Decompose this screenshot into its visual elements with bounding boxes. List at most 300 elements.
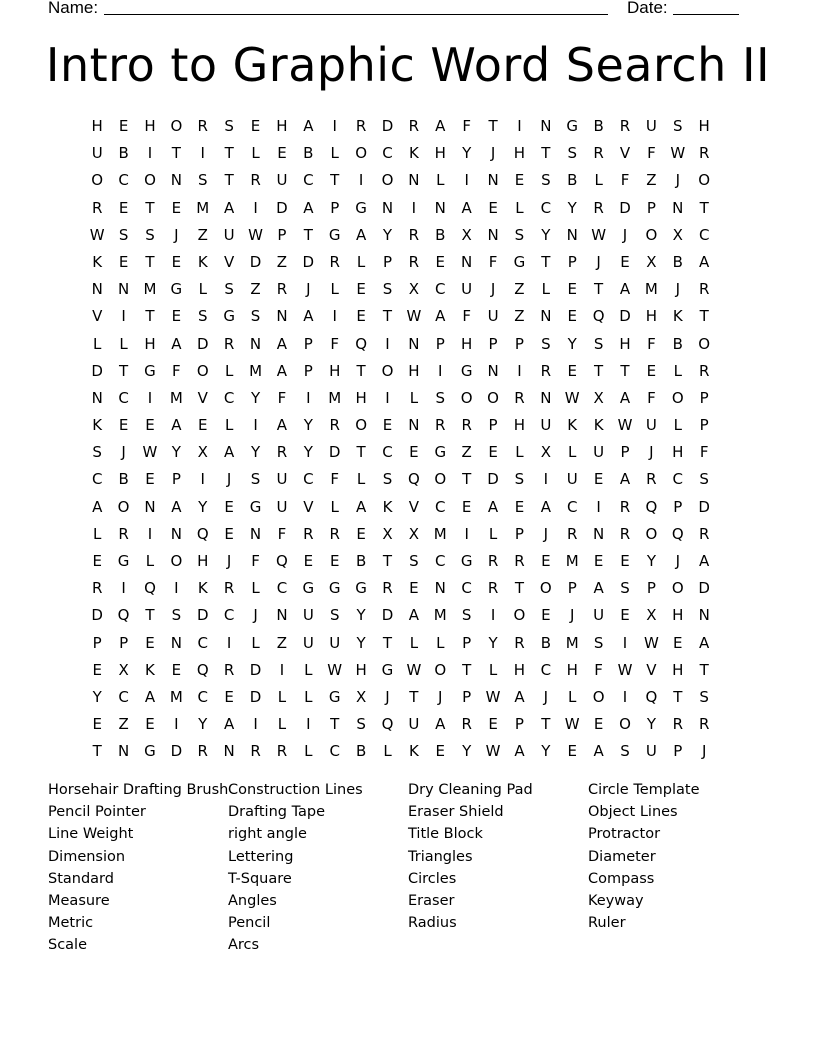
- grid-cell: C: [382, 144, 393, 163]
- grid-cell: E: [277, 144, 287, 163]
- grid-cell: H: [645, 307, 658, 326]
- grid-cell: O: [434, 470, 447, 489]
- grid-cell: F: [462, 117, 471, 135]
- grid-cell: E: [409, 579, 419, 598]
- grid-cell: E: [356, 524, 366, 543]
- grid-cell: O: [117, 497, 130, 516]
- grid-cell: D: [619, 307, 631, 326]
- grid-cell: T: [541, 715, 551, 734]
- grid-cell: R: [408, 225, 420, 244]
- grid-cell: F: [699, 443, 709, 462]
- grid-cell: I: [121, 579, 126, 598]
- grid-cell: X: [593, 388, 604, 407]
- grid-cell: P: [567, 252, 577, 271]
- grid-cell: T: [514, 579, 525, 598]
- grid-cell: E: [646, 361, 657, 380]
- grid-cell: X: [646, 606, 657, 625]
- grid-cell: K: [92, 416, 103, 435]
- grid-cell: Y: [356, 633, 366, 652]
- grid-cell: R: [250, 742, 261, 761]
- grid-cell: M: [565, 552, 579, 570]
- grid-cell: F: [462, 307, 471, 326]
- date-label: Date:: [627, 0, 668, 17]
- grid-cell: B: [567, 171, 578, 190]
- grid-cell: O: [487, 388, 499, 407]
- grid-cell: H: [672, 443, 684, 462]
- grid-cell: I: [622, 687, 628, 706]
- grid-cell: A: [224, 198, 235, 217]
- grid-cell: N: [672, 198, 684, 217]
- grid-cell: A: [699, 633, 710, 652]
- grid-cell: T: [92, 742, 102, 761]
- grid-cell: R: [197, 742, 208, 761]
- grid-cell: H: [144, 334, 156, 353]
- grid-cell: I: [332, 307, 337, 326]
- grid-cell: K: [672, 307, 683, 326]
- grid-cell: R: [540, 361, 552, 380]
- grid-cell: Y: [92, 687, 102, 706]
- grid-cell: J: [490, 280, 496, 299]
- grid-cell: X: [118, 660, 129, 679]
- grid-cell: E: [224, 687, 234, 706]
- grid-cell: J: [543, 524, 549, 543]
- grid-cell: I: [174, 715, 179, 734]
- grid-cell: C: [91, 470, 103, 489]
- grid-cell: I: [306, 715, 311, 734]
- grid-cell: A: [619, 280, 631, 299]
- grid-cell: D: [698, 497, 710, 516]
- grid-cell: O: [671, 579, 684, 598]
- grid-cell: Q: [276, 552, 288, 570]
- grid-cell: E: [92, 660, 102, 679]
- grid-cell: N: [540, 117, 552, 135]
- grid-cell: N: [223, 742, 235, 761]
- grid-cell: E: [514, 497, 525, 516]
- grid-cell: H: [672, 606, 684, 625]
- grid-cell: E: [514, 171, 525, 190]
- grid-cell: G: [460, 552, 473, 570]
- grid-cell: L: [277, 715, 287, 734]
- grid-cell: V: [408, 497, 420, 516]
- grid-cell: A: [540, 497, 551, 516]
- grid-cell: X: [408, 280, 420, 299]
- grid-cell: O: [355, 144, 367, 163]
- grid-cell: R: [514, 388, 525, 407]
- grid-cell: C: [118, 388, 129, 407]
- grid-cell: R: [698, 715, 710, 734]
- grid-cell: C: [382, 443, 393, 462]
- grid-cell: Y: [303, 443, 313, 462]
- grid-cell: J: [226, 552, 232, 570]
- name-label: Name:: [48, 0, 99, 17]
- grid-cell: W: [327, 660, 343, 679]
- grid-cell: F: [330, 470, 340, 489]
- grid-cell: D: [698, 579, 710, 598]
- grid-cell: E: [435, 742, 446, 761]
- grid-cell: X: [672, 225, 683, 244]
- grid-cell: N: [487, 361, 499, 380]
- grid-cell: I: [517, 361, 522, 380]
- grid-cell: A: [593, 579, 604, 598]
- grid-cell: N: [170, 633, 182, 652]
- grid-cell: B: [540, 633, 551, 652]
- grid-cell: X: [197, 443, 208, 462]
- grid-cell: R: [514, 552, 525, 570]
- grid-cell: A: [699, 252, 710, 271]
- grid-cell: R: [276, 443, 288, 462]
- grid-cell: R: [487, 552, 499, 570]
- grid-cell: Y: [646, 715, 656, 734]
- grid-cell: L: [673, 361, 682, 380]
- grid-cell: Q: [196, 660, 209, 679]
- grid-cell: O: [671, 388, 684, 407]
- grid-cell: J: [649, 443, 654, 462]
- grid-cell: R: [355, 117, 367, 135]
- grid-cell: A: [619, 470, 631, 489]
- word-list-item: Circle Template: [588, 782, 700, 798]
- grid-cell: R: [118, 524, 129, 543]
- grid-cell: S: [224, 280, 234, 299]
- grid-cell: C: [276, 579, 288, 598]
- grid-cell: T: [224, 144, 234, 163]
- grid-cell: E: [171, 252, 182, 271]
- grid-cell: Q: [645, 497, 658, 516]
- grid-cell: T: [382, 307, 393, 326]
- word-column: [228, 779, 408, 957]
- grid-cell: R: [619, 117, 631, 135]
- grid-cell: V: [646, 660, 657, 679]
- grid-cell: N: [408, 416, 420, 435]
- grid-cell: C: [223, 606, 235, 625]
- grid-cell: S: [171, 606, 182, 625]
- grid-cell: G: [434, 443, 447, 462]
- grid-cell: J: [438, 687, 443, 706]
- grid-cell: N: [566, 225, 578, 244]
- grid-cell: Z: [250, 280, 261, 299]
- grid-cell: G: [460, 361, 473, 380]
- grid-cell: L: [93, 334, 102, 353]
- grid-cell: E: [329, 552, 340, 570]
- word-list-item: right angle: [228, 826, 307, 843]
- grid-cell: I: [411, 198, 417, 217]
- grid-cell: E: [382, 416, 393, 435]
- grid-cell: I: [385, 388, 390, 407]
- grid-cell: M: [196, 198, 210, 217]
- grid-cell: S: [699, 687, 709, 706]
- grid-cell: E: [567, 280, 577, 299]
- word-list-item: Eraser: [408, 893, 455, 910]
- grid-cell: P: [303, 361, 313, 380]
- grid-cell: E: [303, 552, 314, 570]
- grid-cell: U: [276, 470, 288, 489]
- grid-cell: I: [121, 307, 126, 326]
- grid-cell: D: [196, 334, 209, 353]
- grid-cell: N: [461, 252, 473, 271]
- grid-cell: L: [330, 280, 339, 299]
- grid-cell: E: [620, 552, 630, 570]
- grid-cell: H: [329, 361, 341, 380]
- grid-cell: R: [619, 497, 631, 516]
- grid-cell: O: [144, 171, 156, 190]
- grid-cell: W: [89, 225, 105, 244]
- grid-cell: I: [464, 524, 469, 543]
- grid-cell: G: [223, 307, 235, 326]
- grid-cell: W: [485, 687, 501, 706]
- grid-cell: U: [593, 606, 605, 625]
- grid-cell: Q: [671, 524, 684, 543]
- grid-cell: G: [328, 579, 341, 598]
- grid-cell: B: [118, 470, 129, 489]
- grid-cell: Q: [117, 606, 130, 625]
- grid-cell: A: [355, 225, 367, 244]
- grid-cell: R: [382, 579, 393, 598]
- grid-cell: E: [92, 552, 102, 570]
- grid-cell: O: [513, 606, 526, 625]
- grid-cell: S: [620, 742, 630, 761]
- grid-cell: P: [303, 334, 313, 353]
- grid-cell: R: [461, 416, 472, 435]
- grid-cell: U: [566, 470, 578, 489]
- grid-cell: J: [121, 443, 126, 462]
- grid-cell: U: [540, 416, 552, 435]
- grid-cell: P: [330, 198, 340, 217]
- word-list-item: Circles: [408, 870, 457, 887]
- grid-cell: E: [488, 198, 498, 217]
- grid-cell: Q: [407, 470, 420, 489]
- grid-cell: N: [144, 497, 156, 516]
- grid-cell: Y: [382, 225, 393, 244]
- grid-cell: W: [564, 715, 580, 734]
- grid-cell: S: [593, 633, 604, 652]
- grid-cell: R: [619, 524, 631, 543]
- grid-cell: T: [356, 361, 366, 380]
- grid-cell: T: [620, 361, 630, 380]
- grid-cell: O: [645, 225, 658, 244]
- grid-cell: S: [382, 280, 393, 299]
- grid-cell: G: [566, 117, 579, 135]
- grid-cell: Y: [171, 443, 181, 462]
- grid-cell: E: [620, 606, 630, 625]
- grid-cell: Q: [645, 687, 658, 706]
- grid-cell: M: [169, 687, 183, 706]
- word-list-item: Pencil Pointer: [48, 804, 146, 821]
- grid-cell: O: [434, 660, 447, 679]
- grid-cell: R: [461, 715, 472, 734]
- grid-cell: E: [118, 416, 129, 435]
- grid-cell: E: [488, 715, 498, 734]
- grid-cell: A: [461, 198, 472, 217]
- grid-cell: F: [277, 524, 287, 543]
- word-list-item: Drafting Tape: [228, 804, 326, 821]
- grid-cell: S: [541, 171, 551, 190]
- grid-cell: K: [567, 416, 578, 435]
- grid-cell: I: [543, 470, 549, 489]
- grid-cell: S: [356, 715, 366, 734]
- grid-cell: E: [567, 307, 577, 326]
- grid-cell: U: [645, 416, 657, 435]
- grid-cell: U: [408, 715, 420, 734]
- grid-cell: T: [330, 171, 340, 190]
- grid-cell: H: [434, 144, 446, 163]
- grid-cell: J: [675, 171, 680, 190]
- grid-cell: B: [118, 144, 129, 163]
- grid-cell: Z: [514, 280, 525, 299]
- grid-cell: N: [487, 225, 499, 244]
- grid-cell: Y: [462, 144, 472, 163]
- grid-cell: D: [381, 606, 394, 625]
- grid-cell: P: [673, 742, 683, 761]
- grid-cell: G: [170, 280, 183, 299]
- grid-cell: Q: [592, 307, 605, 326]
- grid-cell: Y: [303, 416, 313, 435]
- grid-cell: T: [145, 307, 155, 326]
- letter-grid: [84, 113, 717, 766]
- grid-cell: K: [408, 144, 419, 163]
- grid-cell: R: [514, 633, 525, 652]
- grid-cell: A: [92, 497, 103, 516]
- grid-cell: N: [276, 606, 288, 625]
- grid-cell: G: [249, 497, 262, 516]
- grid-cell: E: [356, 280, 366, 299]
- grid-cell: Y: [541, 742, 551, 761]
- grid-cell: R: [567, 524, 578, 543]
- grid-cell: Q: [144, 579, 156, 598]
- grid-cell: J: [306, 280, 311, 299]
- grid-cell: V: [619, 144, 631, 163]
- grid-cell: G: [381, 660, 394, 679]
- grid-cell: F: [277, 388, 287, 407]
- grid-cell: M: [433, 524, 447, 543]
- grid-cell: Y: [488, 633, 498, 652]
- grid-cell: K: [408, 742, 419, 761]
- grid-cell: G: [144, 742, 156, 761]
- grid-cell: R: [593, 144, 604, 163]
- grid-cell: Y: [356, 606, 366, 625]
- word-list-item: Dry Cleaning Pad: [408, 782, 533, 798]
- grid-cell: C: [303, 171, 314, 190]
- grid-cell: L: [594, 171, 603, 190]
- grid-cell: R: [435, 416, 446, 435]
- name-line: [104, 14, 608, 15]
- grid-cell: Y: [567, 198, 577, 217]
- word-list-item: Dimension: [48, 848, 126, 865]
- grid-cell: H: [566, 660, 578, 679]
- grid-cell: R: [698, 280, 710, 299]
- grid-cell: D: [328, 443, 341, 462]
- grid-cell: P: [673, 497, 683, 516]
- word-list-item: Standard: [48, 870, 114, 887]
- grid-cell: N: [170, 524, 182, 543]
- grid-cell: T: [171, 144, 181, 163]
- grid-cell: Z: [514, 307, 525, 326]
- grid-cell: N: [117, 280, 130, 299]
- grid-cell: L: [304, 742, 313, 761]
- grid-cell: I: [200, 144, 205, 163]
- grid-cell: B: [672, 252, 683, 271]
- grid-cell: I: [438, 361, 443, 380]
- grid-cell: V: [197, 388, 208, 407]
- grid-cell: F: [647, 334, 656, 353]
- grid-cell: G: [328, 687, 341, 706]
- grid-cell: S: [514, 225, 525, 244]
- grid-cell: R: [646, 470, 657, 489]
- word-list-item: T-Square: [228, 870, 292, 887]
- grid-cell: B: [355, 552, 367, 570]
- grid-cell: N: [408, 334, 420, 353]
- word-list-item: Arcs: [228, 937, 260, 954]
- grid-cell: W: [670, 144, 686, 163]
- grid-cell: K: [382, 497, 393, 516]
- grid-cell: X: [408, 524, 420, 543]
- grid-cell: S: [92, 443, 102, 462]
- grid-cell: E: [171, 198, 182, 217]
- grid-cell: T: [699, 307, 709, 326]
- grid-cell: E: [145, 633, 155, 652]
- grid-cell: F: [647, 388, 656, 407]
- grid-cell: C: [566, 497, 578, 516]
- grid-cell: Z: [276, 633, 288, 652]
- grid-cell: X: [382, 524, 393, 543]
- grid-cell: S: [514, 470, 525, 489]
- word-list-item: Eraser Shield: [408, 804, 504, 821]
- grid-cell: H: [355, 388, 367, 407]
- grid-cell: P: [514, 524, 524, 543]
- grid-cell: B: [672, 334, 683, 353]
- grid-cell: T: [119, 361, 129, 380]
- grid-cell: R: [223, 660, 235, 679]
- grid-cell: C: [672, 470, 684, 489]
- grid-cell: A: [435, 307, 446, 326]
- grid-cell: U: [91, 144, 103, 163]
- header-row: [48, 0, 748, 20]
- grid-cell: W: [485, 742, 501, 761]
- grid-cell: U: [302, 633, 314, 652]
- grid-cell: H: [513, 416, 526, 435]
- grid-cell: E: [198, 416, 208, 435]
- grid-cell: P: [620, 443, 630, 462]
- grid-cell: T: [594, 361, 604, 380]
- grid-cell: Y: [250, 443, 261, 462]
- word-list-item: Scale: [48, 937, 88, 954]
- grid-cell: A: [276, 361, 288, 380]
- grid-cell: R: [276, 742, 288, 761]
- grid-cell: T: [673, 687, 683, 706]
- grid-cell: U: [645, 742, 657, 761]
- grid-cell: A: [514, 742, 525, 761]
- grid-cell: T: [462, 660, 472, 679]
- grid-cell: J: [253, 606, 258, 625]
- grid-cell: R: [91, 579, 103, 598]
- grid-cell: E: [593, 552, 604, 570]
- grid-cell: Z: [118, 715, 129, 734]
- grid-cell: E: [118, 198, 129, 217]
- grid-cell: F: [330, 334, 340, 353]
- grid-cell: Y: [541, 225, 551, 244]
- grid-cell: R: [197, 117, 208, 135]
- grid-cell: S: [197, 307, 208, 326]
- grid-cell: S: [673, 117, 683, 135]
- grid-cell: P: [462, 687, 472, 706]
- grid-cell: L: [436, 171, 445, 190]
- grid-cell: Y: [198, 497, 208, 516]
- grid-cell: P: [488, 334, 498, 353]
- grid-cell: R: [698, 524, 710, 543]
- grid-cell: W: [564, 388, 580, 407]
- grid-cell: P: [92, 633, 102, 652]
- grid-cell: H: [672, 660, 684, 679]
- grid-cell: S: [435, 388, 446, 407]
- grid-cell: V: [303, 497, 314, 516]
